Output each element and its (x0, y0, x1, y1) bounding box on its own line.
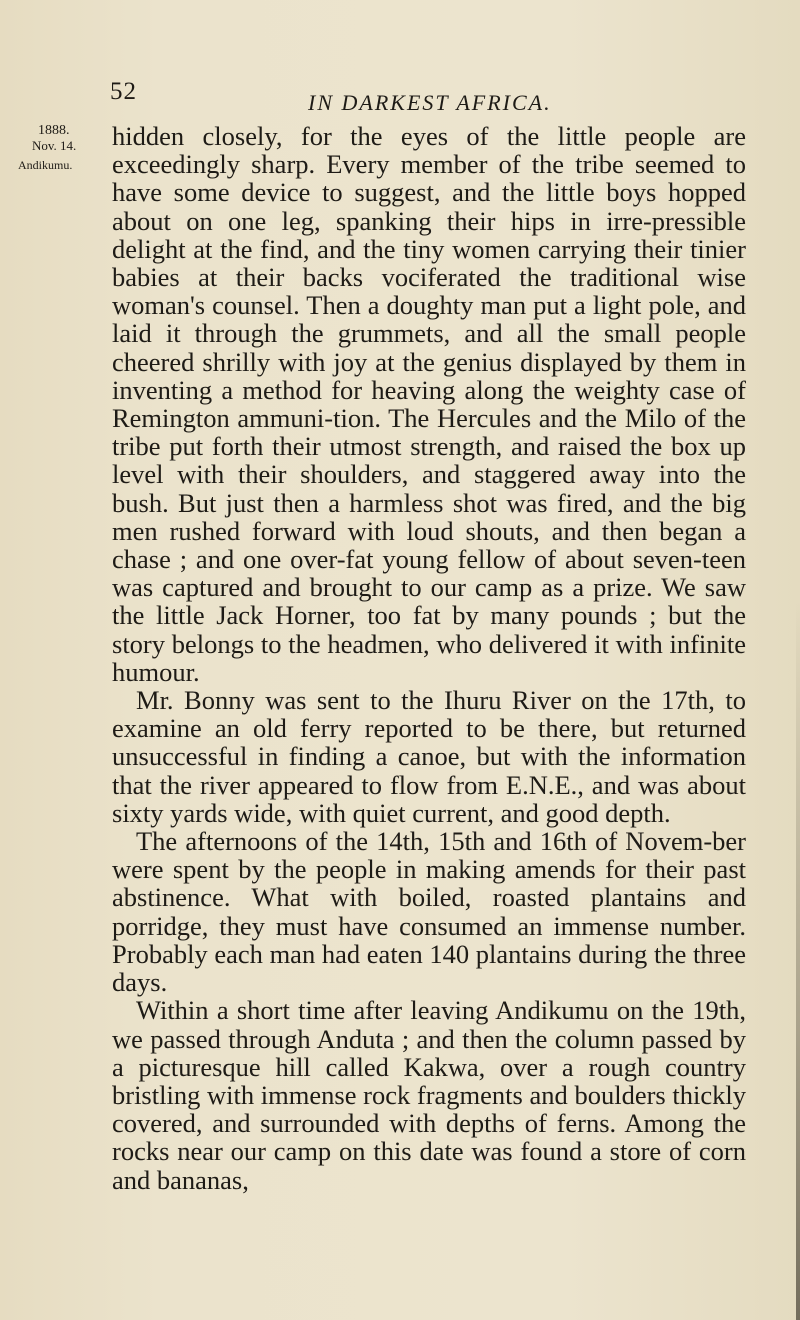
paragraph-3: The afternoons of the 14th, 15th and 16th of Novem-ber were spent by the people in making amends for their past abstinence. What with boiled, roasted plantains and porridge, they must have consumed an immense number. Probably each man had eaten 140 plantains during the three days. (112, 826, 746, 998)
margin-note-date: Nov. 14. (32, 138, 77, 153)
paragraph-2: Mr. Bonny was sent to the Ihuru River on the 17th, to examine an old ferry reported to be there, but returned unsuccessful in finding a canoe, but with the information that the river appeared to flow from E.N.E., and was about sixty yards wide, with quiet current, and good depth. (112, 685, 746, 828)
paragraph-4: Within a short time after leaving Andikumu on the 19th, we passed through Anduta ; and then the column passed by a picturesque hill called Kakwa, over a rough country bristling with immense rock fragments and boulders thickly covered, and surrounded with depths of ferns. Among the rocks near our camp on this date was found a store of corn and bananas, (112, 995, 746, 1195)
page-edge-shadow (796, 600, 800, 1320)
body-text (112, 122, 746, 1194)
margin-note-place: Andikumu. (18, 158, 73, 172)
running-head-title: IN DARKEST AFRICA. (308, 90, 552, 115)
margin-note-year: 1888. (38, 123, 70, 138)
paragraph-1: hidden closely, for the eyes of the little people are exceedingly sharp. Every member of the tribe seemed to have some device to suggest, and the little boys hopped about on one leg, spanking their hips in irre-pressible delight at the find, and the tiny women carrying their tinier babies at their backs vociferated the traditional wise woman's counsel. Then a doughty man put a light pole, and laid it through the grummets, and all the small people cheered shrilly with joy at the genius displayed by them in inventing a method for heaving along the weighty case of Remington ammuni-tion. The Hercules and the Milo of the tribe put forth their utmost strength, and raised the box up level with their shoulders, and staggered away into the bush. But just then a harmless shot was fired, and the big men rushed forward with loud shouts, and then began a chase ; and one over-fat young fellow of about seven-teen was captured and brought to our camp as a prize. We saw the little Jack Horner, too fat by many pounds ; but the story belongs to the headmen, who delivered it with infinite humour. (112, 121, 746, 687)
page-number: 52 (110, 78, 137, 105)
